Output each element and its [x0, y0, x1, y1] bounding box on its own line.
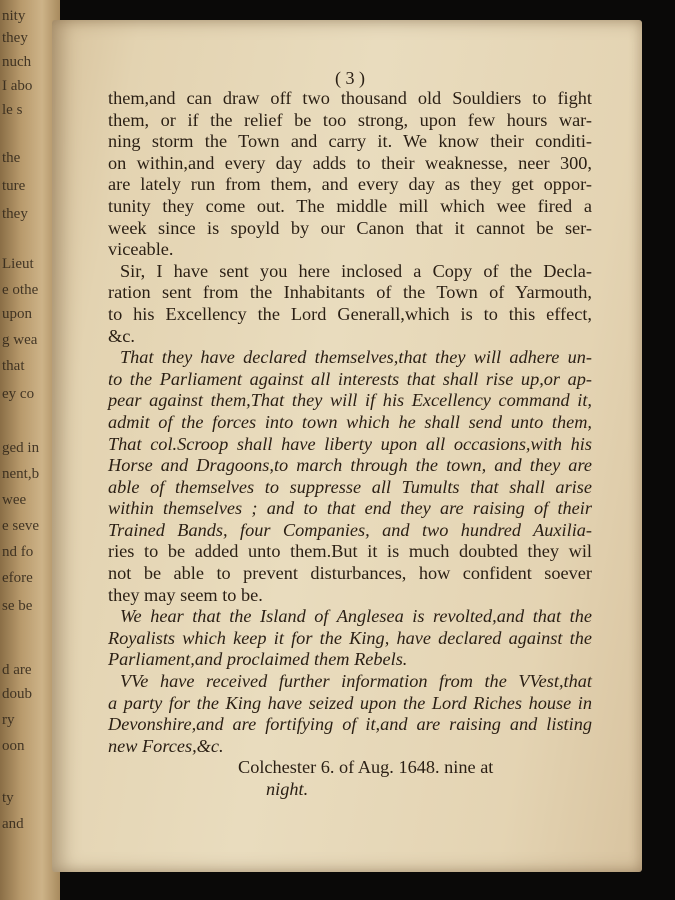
text-line: Parliament,and proclaimed them Rebels. — [108, 649, 408, 670]
text-line: Horse and Dragoons,to march through the town, and they are — [108, 455, 592, 476]
page-text — [108, 68, 592, 801]
previous-page-fragment: ey co — [2, 386, 35, 402]
previous-page-fragment: ty — [2, 790, 14, 806]
text-line: them, or if the relief be too strong, upon few hours war- — [108, 109, 592, 130]
dateline-continued: night. — [266, 779, 309, 799]
text-line: on within,and every day adds to their weaknesse, neer 300, — [108, 152, 592, 173]
text-line: Sir, I have sent you here inclosed a Copy of the Decla- — [120, 260, 592, 281]
text-line: &c. — [108, 325, 135, 346]
previous-page-fragment: ged in — [2, 440, 40, 456]
previous-page-fragment: nuch — [2, 54, 32, 70]
previous-page-fragment: le s — [2, 102, 23, 118]
previous-page-fragment: Lieut — [2, 256, 34, 272]
text-line: tunity they come out. The middle mill which wee fired a — [108, 195, 592, 216]
previous-page-fragment: upon — [2, 306, 32, 322]
previous-page-fragment: wee — [2, 492, 27, 508]
text-line: ries to be added unto them.But it is much doubted they wil — [108, 541, 592, 562]
text-line: ning storm the Town and carry it. We know their conditi- — [108, 131, 592, 152]
previous-page-fragment: oon — [2, 738, 25, 754]
previous-page-fragment: efore — [2, 570, 33, 586]
previous-page-fragment: ture — [2, 178, 26, 194]
text-line: are lately run from them, and every day as they get oppor- — [108, 174, 592, 195]
previous-page-fragment: the — [2, 150, 21, 166]
text-line: ration sent from the Inhabitants of the Town of Yarmouth, — [108, 282, 592, 303]
text-line: new Forces,&c. — [108, 735, 224, 756]
text-line: week since is spoyld by our Canon that it cannot be ser- — [108, 217, 592, 238]
text-line: to the Parliament against all interests that shall rise up,or ap- — [108, 368, 592, 389]
text-line: able of themselves to suppresse all Tumults that shall arise — [108, 476, 592, 497]
previous-page-fragment: they — [2, 30, 28, 46]
text-line: pear against them,That they will if his Excellency command it, — [108, 390, 592, 411]
previous-page-fragment: and — [2, 816, 24, 832]
text-line: Royalists which keep it for the King, have declared against the — [108, 627, 592, 648]
previous-page-fragment: e othe — [2, 282, 39, 298]
text-line: to his Excellency the Lord Generall,which is to this effect, — [108, 303, 592, 324]
body-text — [108, 88, 592, 757]
text-line: they may seem to be. — [108, 584, 263, 605]
previous-page-edge — [0, 0, 60, 900]
text-line: a party for the King have seized upon the Lord Riches house in — [108, 692, 592, 713]
text-line: We hear that the Island of Anglesea is revolted,and that the — [120, 606, 592, 627]
previous-page-fragment: nent,b — [2, 466, 40, 482]
previous-page-fragment: they — [2, 206, 28, 222]
previous-page-fragment: e seve — [2, 518, 40, 534]
text-line: VVe have received further information from the VVest,that — [120, 671, 592, 692]
page-number: ( 3 ) — [335, 68, 365, 88]
text-line: not be able to prevent disturbances, how confident soever — [108, 563, 592, 584]
text-line: them,and can draw off two thousand old Souldiers to fight — [108, 88, 592, 108]
previous-page-fragment: doub — [2, 686, 32, 702]
text-line: within themselves ; and to that end they are raising of their — [108, 498, 592, 519]
text-line: That col.Scroop shall have liberty upon all occasions,with his — [108, 433, 592, 454]
previous-page-fragment: se be — [2, 598, 33, 614]
text-line: Trained Bands, four Companies, and two hundred Auxilia- — [108, 519, 592, 540]
previous-page-fragment: nd fo — [2, 544, 34, 560]
text-line: That they have declared themselves,that they will adhere un- — [120, 347, 592, 368]
previous-page-fragment: nity — [2, 8, 26, 24]
text-line: Devonshire,and are fortifying of it,and are raising and listing — [108, 714, 592, 735]
text-line: viceable. — [108, 239, 174, 260]
text-line: admit of the forces into town which he shall send unto them, — [108, 411, 592, 432]
previous-page-fragment: d are — [2, 662, 32, 678]
previous-page-fragment: ry — [2, 712, 15, 728]
previous-page-fragment: I abo — [2, 78, 33, 94]
previous-page-fragment: that — [2, 358, 25, 374]
previous-page-fragment: g wea — [2, 332, 38, 348]
dateline: Colchester 6. of Aug. 1648. nine at — [238, 757, 494, 778]
